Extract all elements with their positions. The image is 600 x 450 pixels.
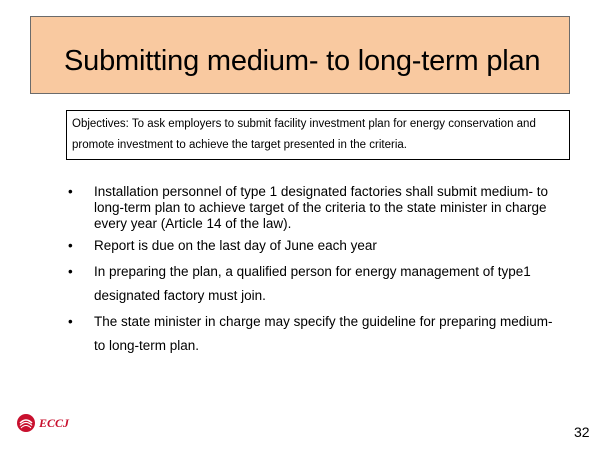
- eccj-logo: [16, 413, 69, 433]
- bullet-marker: •: [68, 184, 73, 199]
- bullet-marker: •: [68, 264, 73, 279]
- bullet-item-guideline: [68, 310, 558, 358]
- objectives-text: Objectives: To ask employers to submit facility investment plan for energy conservation and promote investment to achieve the target presented in the criteria.: [72, 118, 536, 151]
- bullet-marker: •: [68, 238, 73, 253]
- slide-title: Submitting medium- to long-term plan: [64, 45, 541, 77]
- bullet-item-qualified-person: [68, 260, 558, 308]
- bullet-text: Report is due on the last day of June each year: [94, 238, 377, 253]
- bullet-text: Installation personnel of type 1 designated factories shall submit medium- to long-term plan to achieve target of the criteria to the state minister in charge every year (Article 14 of the law).: [94, 184, 548, 231]
- eccj-logo-icon: [16, 413, 36, 433]
- bullet-list: [68, 184, 558, 358]
- bullet-marker: •: [68, 314, 73, 329]
- bullet-text: The state minister in charge may specify the guideline for preparing medium- to long-term plan.: [94, 314, 553, 353]
- objectives-box: [66, 110, 570, 160]
- page-number: 32: [574, 424, 590, 440]
- bullet-item-submission: [68, 184, 558, 232]
- logo-text: ECCJ: [39, 415, 70, 430]
- bullet-text: In preparing the plan, a qualified person for energy management of type1 designated factory must join.: [94, 264, 531, 303]
- bullet-item-due-date: [68, 238, 558, 254]
- title-banner: [30, 16, 570, 94]
